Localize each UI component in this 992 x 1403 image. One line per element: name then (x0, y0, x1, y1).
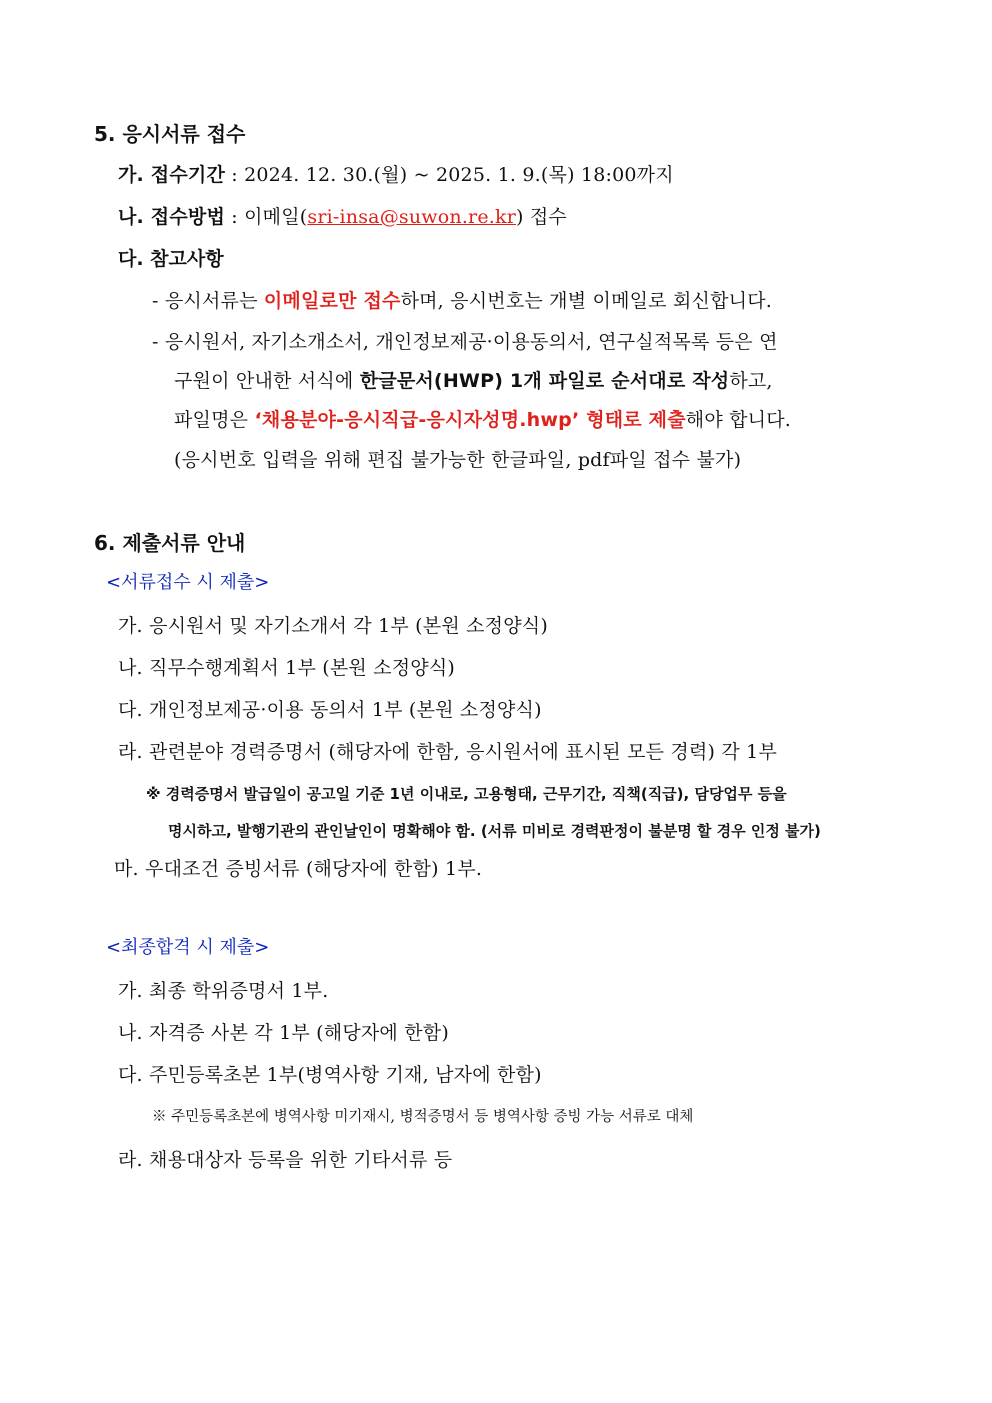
group2-item-2: 나. 자격증 사본 각 1부 (해당자에 한함) (118, 1022, 449, 1044)
note1-emphasis: 이메일로만 접수 (263, 290, 401, 312)
method-label: 나. 접수방법 (118, 206, 226, 228)
method-row (118, 202, 567, 229)
method-suffix: ) 접수 (516, 206, 567, 228)
note2-line4: (응시번호 입력을 위해 편집 불가능한 한글파일, pdf파일 접수 불가) (174, 449, 742, 471)
section5-title: 5. 응시서류 접수 (94, 122, 246, 146)
career-note-line2: 명시하고, 발행기관의 관인날인이 명확해야 함. (서류 미비로 경력판정이 불분명 할 경우 인정 불가) (168, 822, 821, 840)
note1 (152, 286, 772, 313)
period-value: : 2024. 12. 30.(월) ~ 2025. 1. 9.(목) 18:00까지 (225, 164, 674, 186)
email-link[interactable]: sri-insa@suwon.re.kr (307, 206, 517, 228)
group1-item-5: 마. 우대조건 증빙서류 (해당자에 한함) 1부. (114, 858, 483, 880)
note2-line1: - 응시원서, 자기소개소서, 개인정보제공·이용동의서, 연구실적목록 등은 연 (152, 331, 778, 353)
group2-item-4: 라. 채용대상자 등록을 위한 기타서류 등 (118, 1149, 453, 1171)
group1-title: <서류접수 시 제출> (106, 572, 270, 593)
group2-item-1: 가. 최종 학위증명서 1부. (118, 980, 329, 1002)
group1-item-1: 가. 응시원서 및 자기소개서 각 1부 (본원 소정양식) (118, 615, 548, 637)
group1-item-2: 나. 직무수행계획서 1부 (본원 소정양식) (118, 657, 456, 679)
career-note-line1: ※ 경력증명서 발급일이 공고일 기준 1년 이내로, 고용형태, 근무기간, 직책(직급), 담당업무 등을 (146, 785, 787, 803)
notes-title: 다. 참고사항 (118, 248, 224, 270)
resident-note: ※ 주민등록초본에 병역사항 미기재시, 병적증명서 등 병역사항 증빙 가능 서류로 대체 (152, 1109, 694, 1125)
group1-item-3: 다. 개인정보제공·이용 동의서 1부 (본원 소정양식) (118, 699, 542, 721)
note2-line2 (174, 366, 773, 393)
note2-line3-a: 파일명은 (174, 409, 255, 431)
section6-title: 6. 제출서류 안내 (94, 531, 246, 555)
note2-line2-c: 하고, (729, 370, 773, 392)
note2-line3-emphasis: ‘채용분야-응시직급-응시자성명.hwp’ 형태로 제출 (254, 409, 686, 431)
note2-line3-c: 해야 합니다. (685, 409, 792, 431)
period-row (118, 160, 674, 187)
note1-text-c: 하며, 응시번호는 개별 이메일로 회신합니다. (400, 290, 772, 312)
note2-line2-bold: 한글문서(HWP) 1개 파일로 순서대로 작성 (359, 370, 730, 392)
note2-line2-a: 구원이 안내한 서식에 (174, 370, 360, 392)
group2-item-3: 다. 주민등록초본 1부(병역사항 기재, 남자에 한함) (118, 1064, 542, 1086)
note2-line3 (174, 405, 791, 432)
group2-title: <최종합격 시 제출> (106, 937, 270, 958)
period-label: 가. 접수기간 (118, 164, 226, 186)
method-prefix: : 이메일( (225, 206, 308, 228)
group1-item-4: 라. 관련분야 경력증명서 (해당자에 한함, 응시원서에 표시된 모든 경력) 각 1부 (118, 741, 778, 763)
note1-text-a: - 응시서류는 (152, 290, 264, 312)
